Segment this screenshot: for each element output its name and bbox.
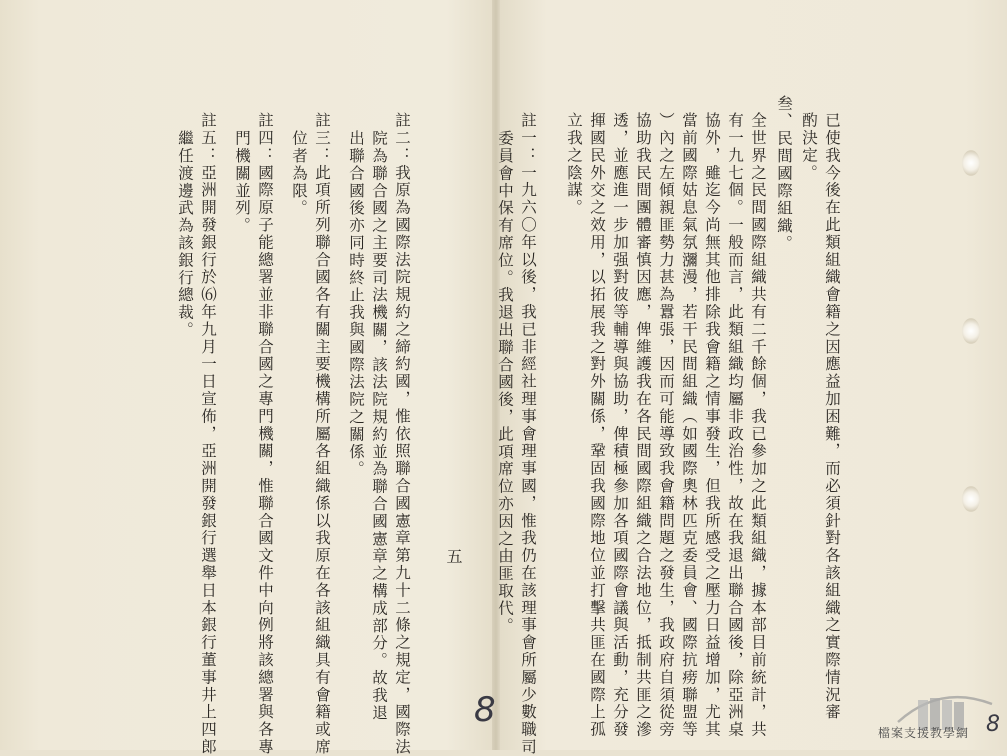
handwritten-page-mark: 8 bbox=[474, 690, 496, 730]
footnote-2: 註二：我原為國際法院規約之締約國，惟依照聯合國憲章第九十二條之規定，國際法 bbox=[393, 112, 411, 756]
text-column: 酌決定。 bbox=[800, 112, 818, 182]
punch-hole-middle bbox=[962, 318, 980, 344]
footnote-1-continuation: 委員會中保有席位。我退出聯合國後，此項席位亦因之由匪取代。 bbox=[496, 130, 514, 635]
text-column: 有一九七個。一般而言，此類組織均屬非政治性，故在我退出聯合國後，除亞洲桌 bbox=[726, 112, 744, 739]
text-column: 已使我今後在此類組織會籍之因應益加困難，而必須針對各該組織之實際情況審 bbox=[823, 112, 841, 721]
footnote-4: 註四：國際原子能總署並非聯合國之專門機關，惟聯合國文件中向例將該總署與各專 bbox=[256, 112, 274, 756]
text-column: 全世界之民間國際組織共有二千餘個，我已參加之此類組織，據本部目前統計，共 bbox=[749, 112, 767, 739]
footnote-3-continuation: 位者為限。 bbox=[290, 130, 308, 217]
footnote-4-continuation: 門機關並列。 bbox=[233, 130, 251, 235]
footnote-5: 註五：亞洲開發銀行於⑹年九月一日宣佈，亞洲開發銀行選舉日本銀行董事井上四郎 bbox=[199, 112, 217, 756]
text-column: 立我之陰謀。 bbox=[565, 112, 583, 217]
text-column: 揮國民外交之效用，以拓展我之對外關係，鞏固我國際地位並打擊共匪在國際上孤 bbox=[588, 112, 606, 739]
section-heading: 叁、民間國際組織。 bbox=[775, 95, 793, 253]
punch-hole-bottom bbox=[962, 486, 980, 512]
footnote-1: 註一：一九六〇年以後，我已非經社理事會理事國，惟我仍在該理事會所屬少數職司 bbox=[519, 112, 537, 756]
handwritten-corner-mark: 8 bbox=[986, 712, 1000, 737]
text-column: 協助我民間團體審慎因應，俾維護我在各民間國際組織之合法地位，抵制共匪之滲 bbox=[634, 112, 652, 739]
text-column: ）內之左傾親匪勢力甚為囂張，因而可能導致我會籍問題之發生，我政府自須從旁 bbox=[657, 112, 675, 739]
page-number: 五 bbox=[444, 548, 463, 564]
footnote-3: 註三：此項所列聯合國各有關主要機構所屬各組織係以我原在各該組織具有會籍或席 bbox=[313, 112, 331, 756]
left-page bbox=[0, 0, 496, 750]
watermark-text: 檔案支援教學網 bbox=[878, 726, 970, 740]
text-column: 協外，雖迄今尚無其他排除我會籍之情事發生，但我所感受之壓力日益增加，尤其 bbox=[703, 112, 721, 739]
punch-hole-top bbox=[962, 150, 980, 176]
footnote-2-continuation: 院為聯合國之主要司法機關，該法院規約並為聯合國憲章之構成部分。故我退 bbox=[370, 130, 388, 722]
text-column: 當前國際姑息氣氛瀰漫，若干民間組織（如國際奧林匹克委員會、國際抗痨聯盟等 bbox=[680, 112, 698, 739]
footnote-2-continuation: 出聯合國後亦同時終止我與國際法院之關係。 bbox=[347, 130, 365, 478]
text-column: 透，並應進一步加强對彼等輔導與協助，俾積極參加各項國際會議與活動，充分發 bbox=[611, 112, 629, 739]
footnote-5-continuation: 繼任渡邊武為該銀行總裁。 bbox=[176, 130, 194, 339]
